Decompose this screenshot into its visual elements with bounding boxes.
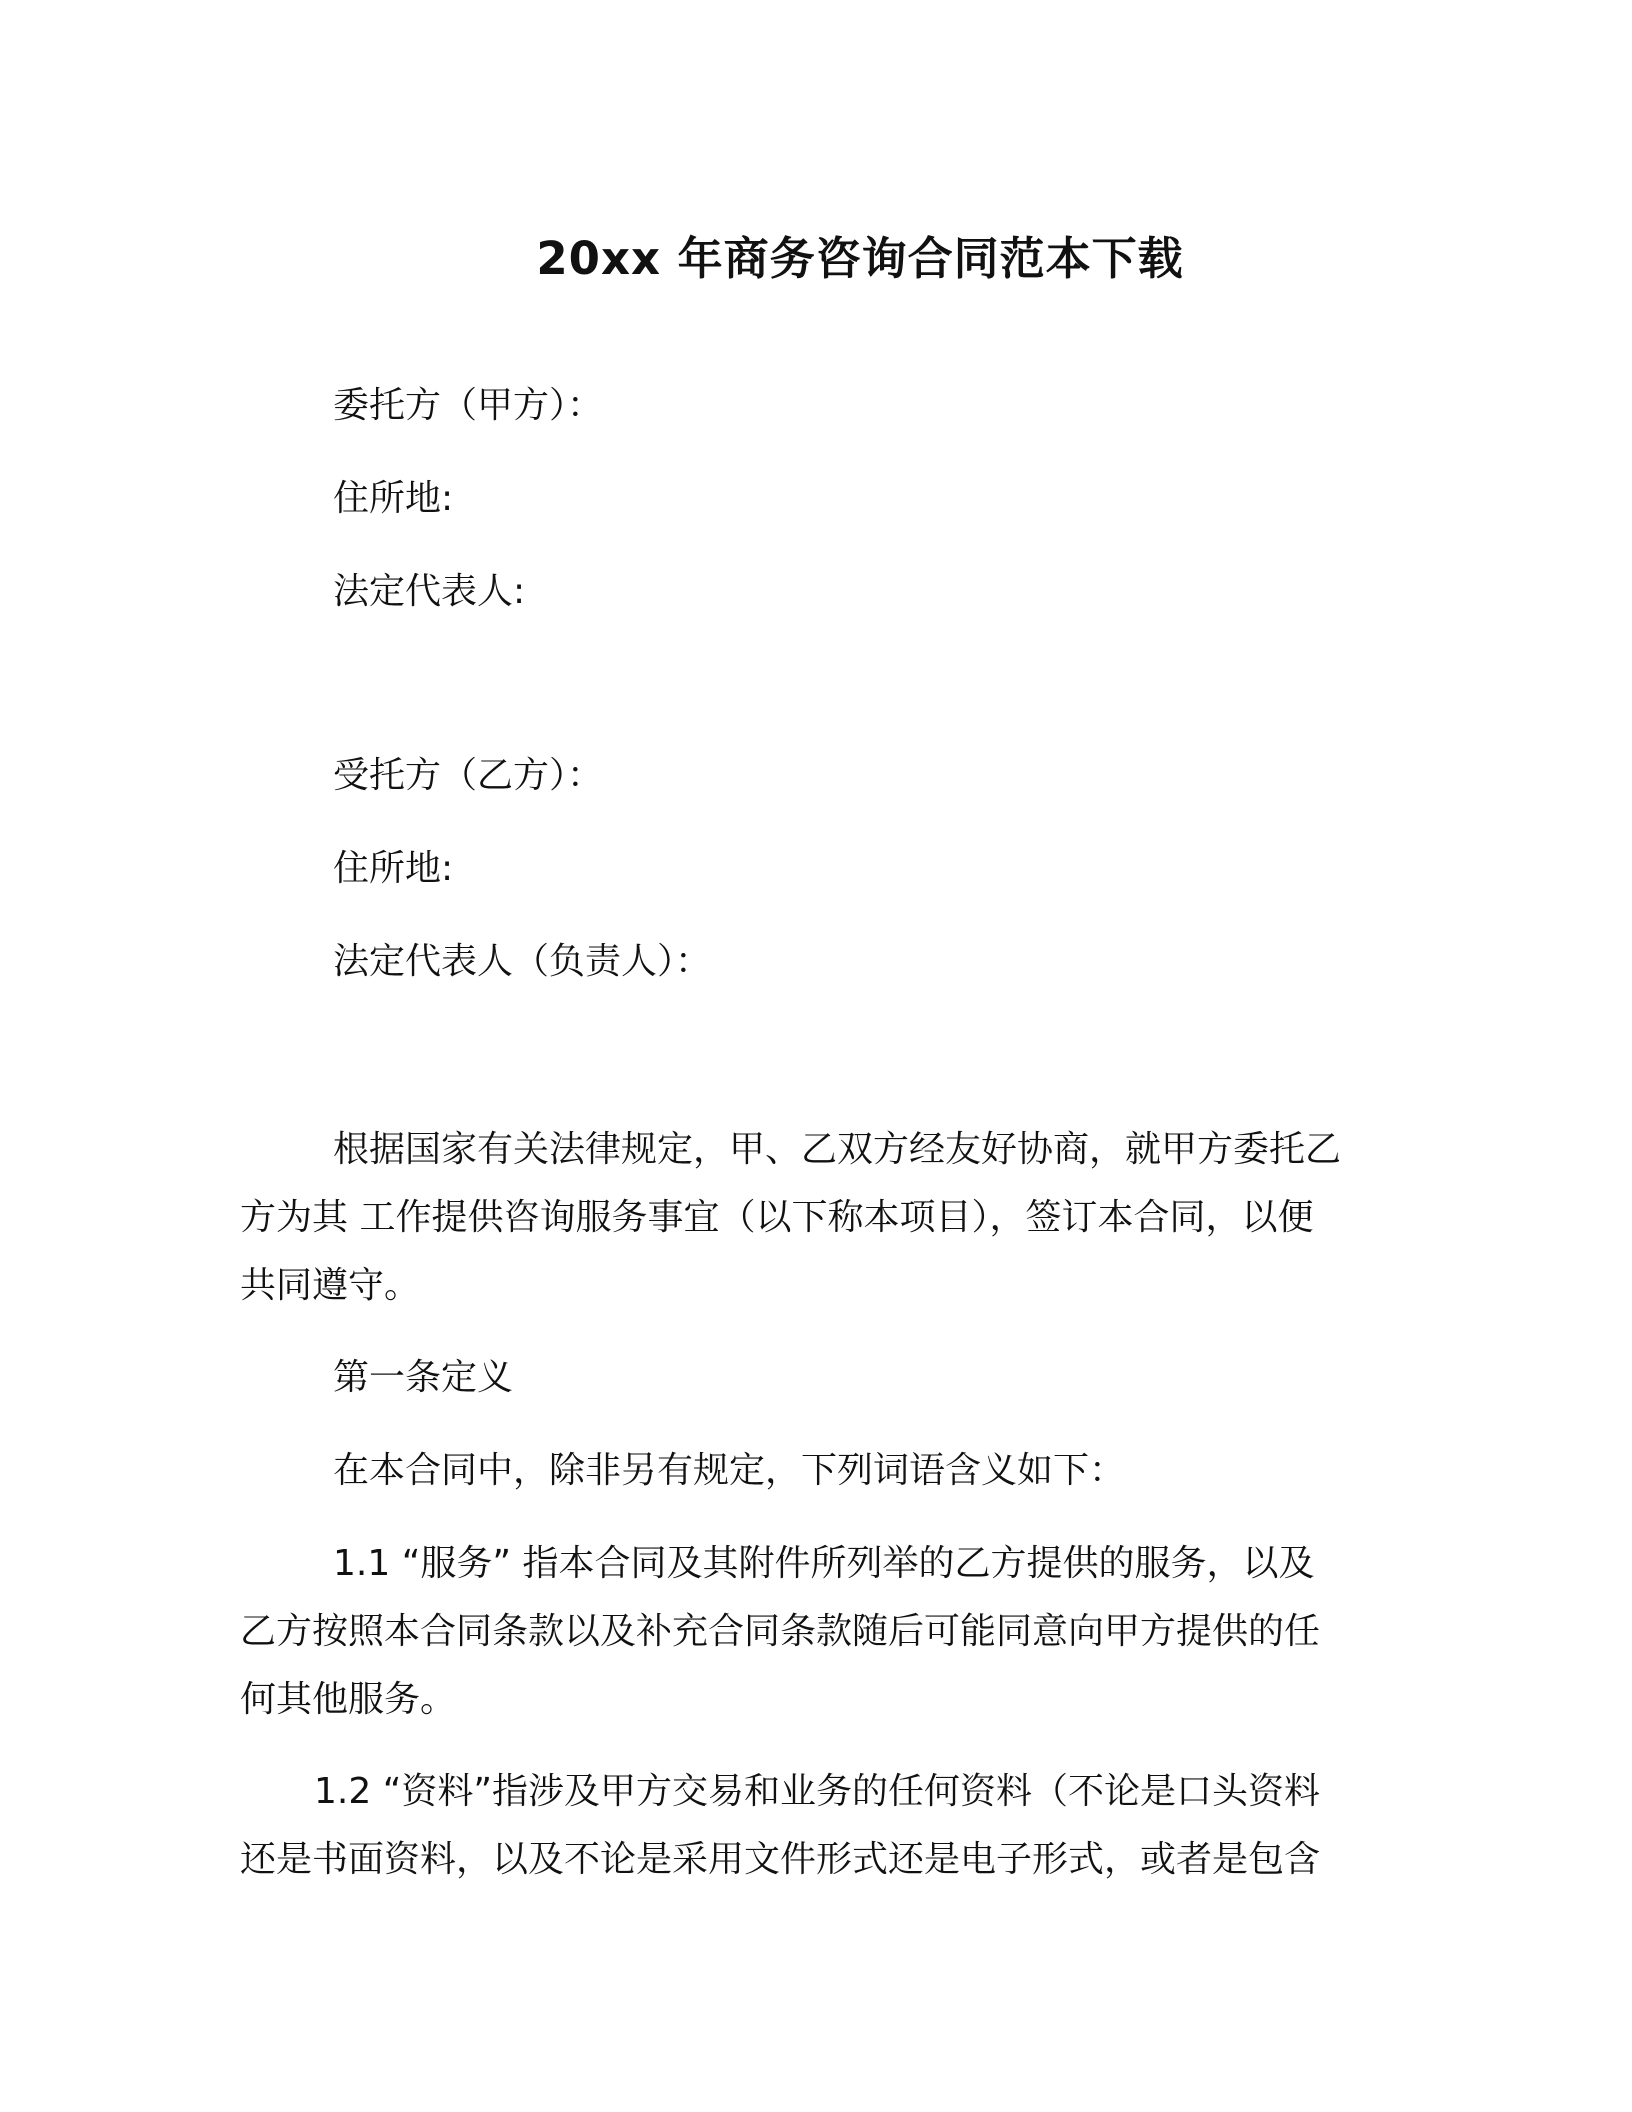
- clause-1-1-line-2: 乙方按照本合同条款以及补充合同条款随后可能同意向甲方提供的任: [240, 1611, 1321, 1652]
- party-b-representative-label: 法定代表人（负责人）：: [333, 941, 712, 982]
- document-title: 20xx 年商务咨询合同范本下载: [536, 232, 1184, 285]
- party-a-representative-label: 法定代表人:: [333, 571, 526, 612]
- party-a-address-label: 住所地:: [333, 478, 454, 519]
- preamble-line-1: 根据国家有关法律规定，甲、乙双方经友好协商，就甲方委托乙: [333, 1129, 1342, 1170]
- preamble-line-2: 方为其 工作提供咨询服务事宜（以下称本项目），签订本合同，以便: [240, 1197, 1314, 1238]
- clause-1-2-line-1: 1.2 “资料”指涉及甲方交易和业务的任何资料（不论是口头资料: [314, 1771, 1320, 1812]
- party-a-heading: 委托方（甲方）：: [333, 385, 604, 426]
- clause-1-1-line-3: 何其他服务。: [240, 1679, 457, 1720]
- article-1-heading: 第一条定义: [333, 1357, 514, 1398]
- clause-1-2-line-2: 还是书面资料，以及不论是采用文件形式还是电子形式，或者是包含: [240, 1839, 1321, 1880]
- clause-1-1-line-1: 1.1 “服务” 指本合同及其附件所列举的乙方提供的服务，以及: [333, 1543, 1315, 1584]
- party-b-address-label: 住所地:: [333, 848, 454, 889]
- article-1-intro: 在本合同中，除非另有规定，下列词语含义如下：: [333, 1450, 1126, 1491]
- party-b-heading: 受托方（乙方）：: [333, 755, 604, 796]
- preamble-line-3: 共同遵守。: [240, 1265, 421, 1306]
